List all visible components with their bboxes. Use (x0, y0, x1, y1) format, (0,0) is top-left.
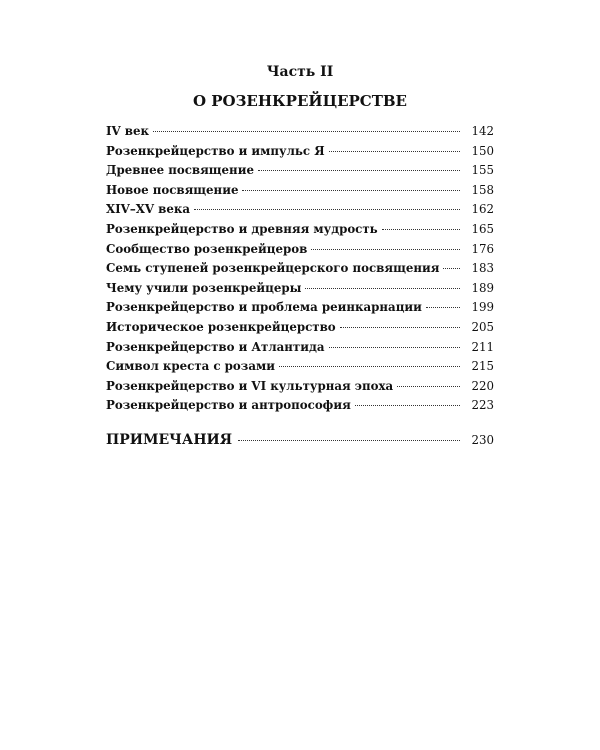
toc-entry (106, 261, 494, 281)
toc-entry-title: Розенкрейцерство и антропософия (106, 398, 351, 413)
toc-entry (106, 242, 494, 262)
table-of-contents (106, 124, 494, 418)
toc-entry-title: Розенкрейцерство и Атлантида (106, 339, 325, 354)
toc-entry-page: 162 (471, 202, 494, 217)
dot-leader (238, 440, 460, 441)
toc-entry-title: Новое посвящение (106, 182, 239, 197)
dot-leader (329, 151, 460, 152)
toc-entry-title: XIV–XV века (106, 202, 191, 217)
toc-entry (106, 144, 494, 164)
toc-entry-title: Чему учили розенкрейцеры (106, 280, 302, 295)
toc-entry-title: Розенкрейцерство и древняя мудрость (106, 221, 378, 236)
dot-leader (153, 131, 460, 132)
toc-entry-title: Розенкрейцерство и проблема реинкарнации (106, 300, 422, 315)
dot-leader (426, 307, 460, 308)
toc-entry (106, 183, 494, 203)
toc-entry (106, 124, 494, 144)
toc-entry-title: Розенкрейцерство и VI культурная эпоха (106, 378, 394, 393)
notes-title: ПРИМЕЧАНИЯ (106, 432, 233, 448)
toc-entry-page: 183 (471, 261, 494, 276)
dot-leader (443, 268, 460, 269)
toc-entry (106, 281, 494, 301)
toc-entry-notes (106, 432, 494, 448)
toc-entry-page: 189 (471, 280, 494, 295)
toc-entry-page: 165 (471, 221, 494, 236)
toc-entry-page: 176 (471, 241, 494, 256)
toc-entry-title: Розенкрейцерство и импульс Я (106, 143, 325, 158)
toc-entry (106, 340, 494, 360)
toc-entry-page: 158 (471, 182, 494, 197)
notes-page: 230 (471, 433, 494, 447)
toc-entry-page: 215 (471, 359, 494, 374)
toc-entry-title: Символ креста с розами (106, 359, 275, 374)
toc-entry-title: Историческое розенкрейцерство (106, 319, 336, 334)
toc-entry (106, 202, 494, 222)
toc-entry-page: 142 (471, 124, 494, 138)
toc-entry-title: Древнее посвящение (106, 163, 254, 178)
dot-leader (340, 327, 460, 328)
toc-entry-page: 205 (471, 319, 494, 334)
dot-leader (194, 209, 460, 210)
part-title: Часть II (266, 64, 334, 80)
dot-leader (397, 386, 460, 387)
toc-entry (106, 320, 494, 340)
toc-entry (106, 163, 494, 183)
toc-entry (106, 300, 494, 320)
toc-entry-title: Сообщество розенкрейцеров (106, 241, 308, 256)
toc-entry-title: IV век (106, 124, 149, 138)
toc-entry (106, 359, 494, 379)
toc-entry-page: 155 (471, 163, 494, 178)
dot-leader (242, 190, 460, 191)
toc-entry-page: 223 (471, 398, 494, 413)
toc-entry-page: 150 (471, 143, 494, 158)
toc-entry (106, 222, 494, 242)
dot-leader (355, 405, 460, 406)
toc-entry-page: 199 (471, 300, 494, 315)
dot-leader (279, 366, 460, 367)
dot-leader (382, 229, 460, 230)
toc-entry (106, 398, 494, 418)
dot-leader (311, 249, 460, 250)
toc-entry (106, 379, 494, 399)
dot-leader (329, 347, 460, 348)
toc-entry-title: Семь ступеней розенкрейцерского посвящения (106, 261, 440, 276)
dot-leader (258, 170, 460, 171)
toc-entry-page: 211 (471, 339, 494, 354)
dot-leader (305, 288, 460, 289)
toc-entry-page: 220 (471, 378, 494, 393)
section-title: О РОЗЕНКРЕЙЦЕРСТВЕ (192, 92, 407, 110)
